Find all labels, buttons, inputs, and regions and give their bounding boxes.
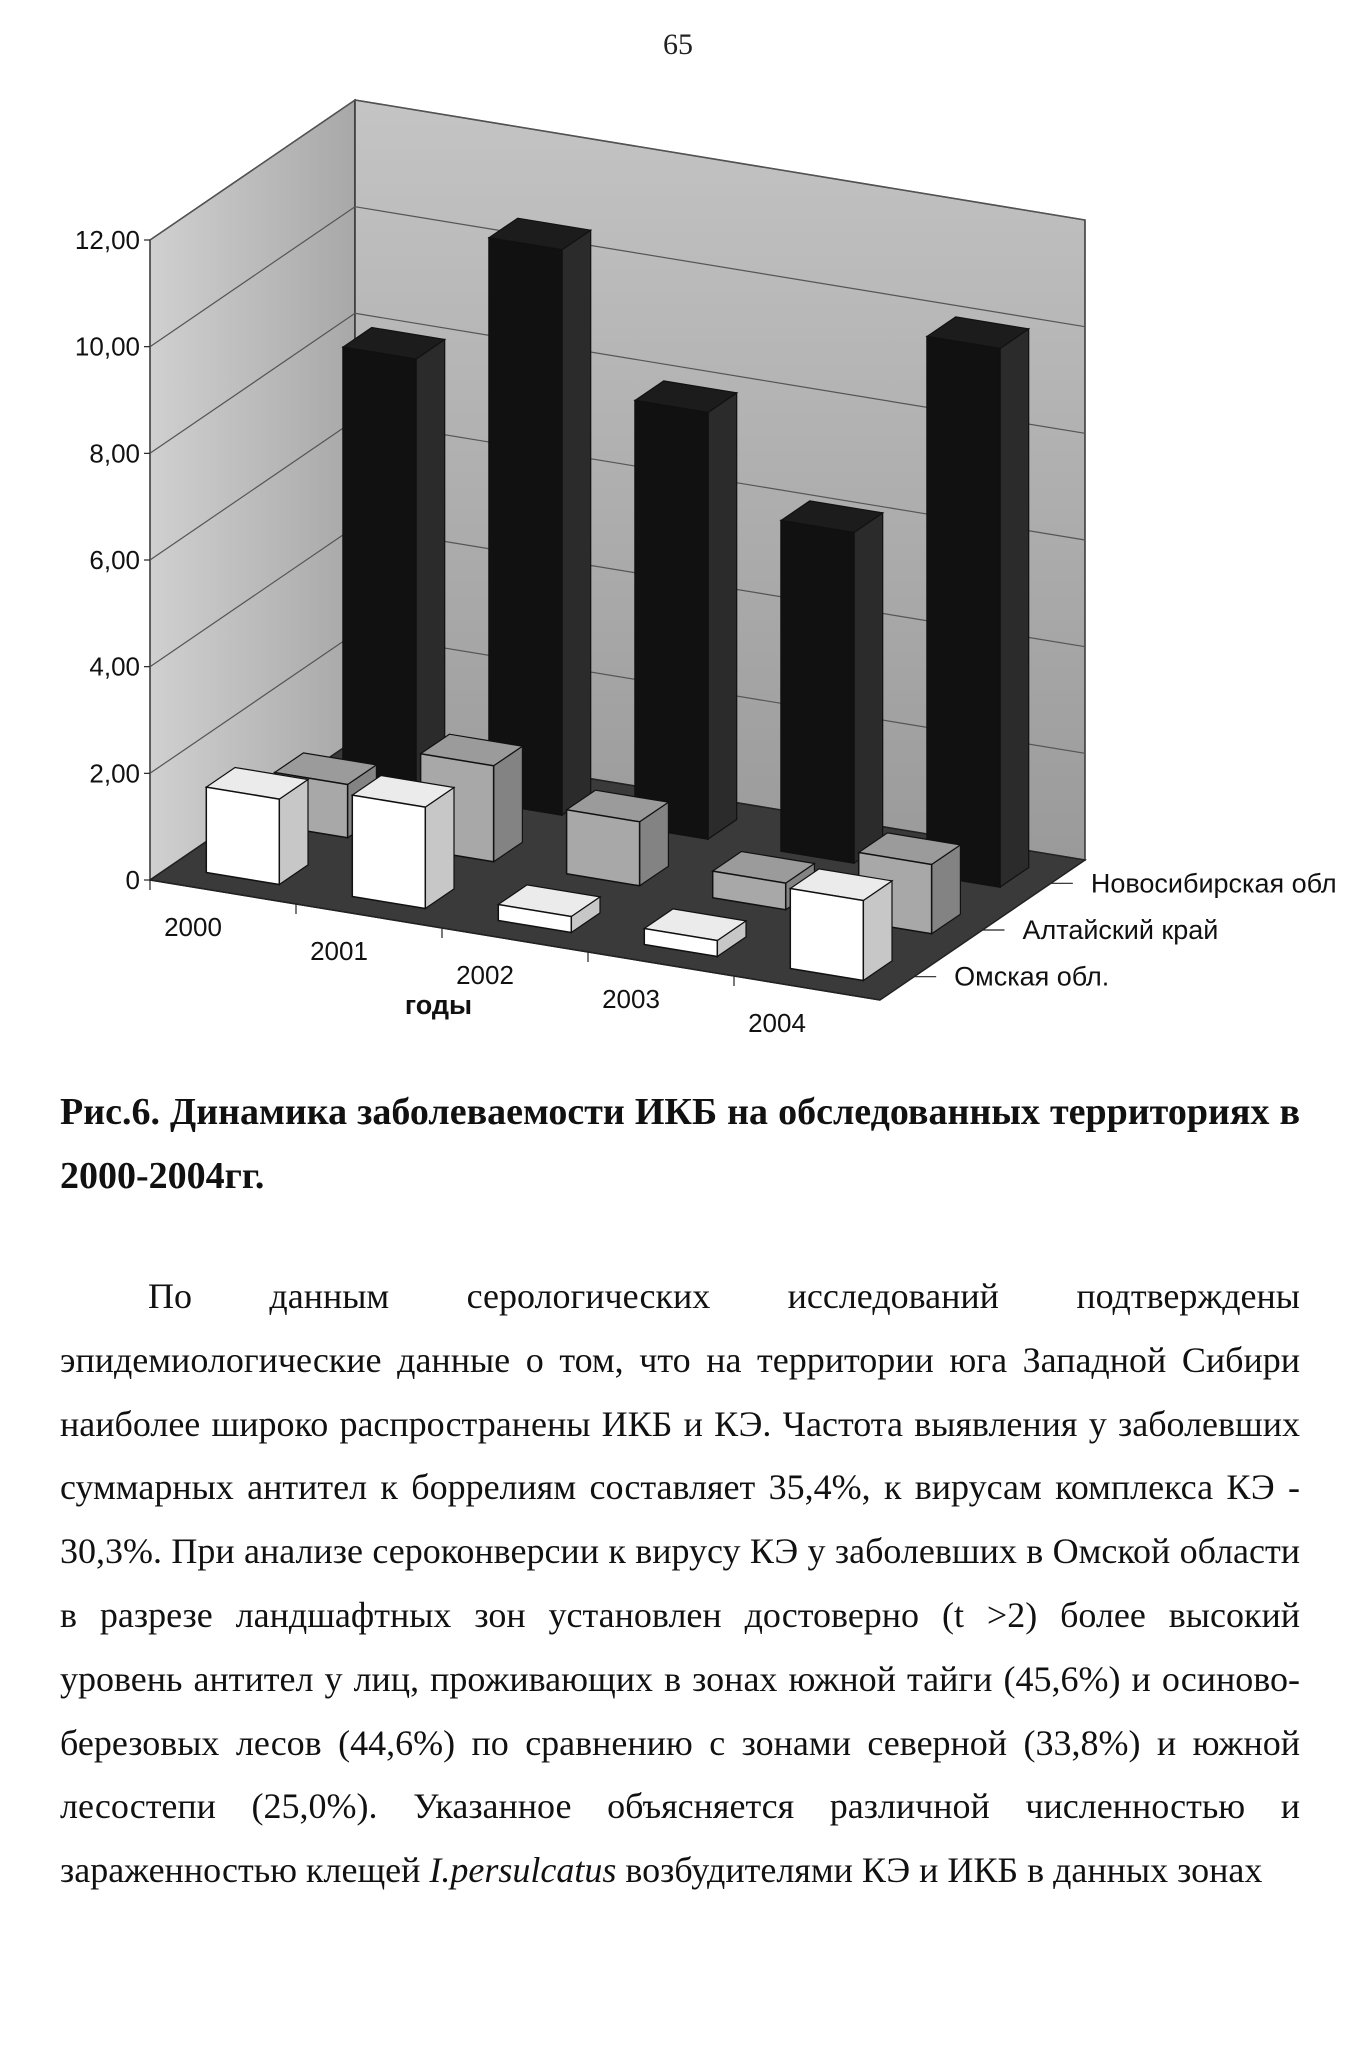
bar-side	[562, 230, 591, 815]
bar-front	[790, 889, 863, 981]
body-paragraph	[60, 1265, 1300, 1903]
x-tick-label: 2003	[602, 984, 660, 1014]
series-label: Алтайский край	[1022, 915, 1219, 945]
y-tick-label: 0	[125, 865, 140, 895]
bar-side	[854, 513, 883, 863]
x-tick-label: 2004	[748, 1008, 806, 1038]
y-tick-label: 2,00	[89, 758, 140, 789]
body-text-part-1: По данным серологических исследований подтверждены эпидемиологические данные о том, что на территории юга Западной Сибири наиболее широко распространены ИКБ и КЭ. Частота выявления у заболевших суммарных антител к боррелиям составляет 35,4%, к вирусам комплекса КЭ - 30,3%. При анализе сероконверсии к вирусу КЭ у заболевших в Омской области в разрезе ландшафтных зон установлен достоверно (t >2) более высокий уровень антител у лиц, проживающих в зонах южной тайги (45,6%) и осиново-березовых лесов (44,6%) по сравнению с зонами северной (33,8%) и южной лесостепи (25,0%). Указанное объясняется различной численностью и зараженностью клещей	[60, 1276, 1300, 1891]
series-label: Новосибирская обл	[1090, 868, 1337, 899]
body-text-part-2: возбудителями КЭ и ИКБ в данных зонах	[616, 1850, 1263, 1891]
bar-омская-обл--2000	[206, 768, 308, 885]
page-number: 65	[663, 28, 693, 61]
species-name: I.persulcatus	[429, 1850, 617, 1891]
figure-caption	[60, 1080, 1300, 1208]
bar-новосибирская-обл-2000	[343, 328, 445, 792]
bar-side	[708, 393, 737, 839]
y-tick-label: 6,00	[89, 545, 140, 575]
bar-front	[352, 795, 425, 908]
bar-алтайский-край-2002	[567, 790, 669, 886]
figure-caption-label: Рис.6.	[60, 1091, 160, 1133]
figure-caption-text: Динамика заболеваемости ИКБ на обследованных территориях в 2000-2004гг.	[60, 1091, 1300, 1197]
y-tick-label: 8,00	[89, 438, 140, 469]
bar-front	[781, 521, 854, 864]
bar-новосибирская-обл-2002	[635, 381, 737, 839]
bar-омская-обл--2004	[790, 869, 892, 981]
bar-новосибирская-обл-2004	[927, 317, 1029, 887]
y-tick-label: 10,00	[74, 331, 140, 362]
bar-side	[416, 340, 445, 792]
bar-side	[425, 788, 454, 909]
x-tick-label: 2001	[310, 936, 368, 966]
bar-front	[343, 347, 416, 791]
y-tick-label: 12,00	[74, 225, 140, 255]
x-axis-title: годы	[404, 990, 473, 1020]
bar-front	[927, 337, 1000, 888]
bar-омская-обл--2001	[352, 776, 454, 909]
bar-front	[206, 787, 279, 884]
bar-front	[489, 238, 562, 815]
bar-front	[635, 401, 708, 840]
bar-новосибирская-обл-2001	[489, 218, 591, 815]
y-tick-label: 4,00	[89, 651, 140, 682]
bar-front	[567, 810, 640, 886]
x-tick-label: 2002	[456, 960, 514, 990]
bar-side	[1000, 329, 1029, 887]
bar-новосибирская-обл-2003	[781, 501, 883, 863]
x-tick-label: 2000	[164, 912, 222, 942]
series-label: Омская обл.	[954, 961, 1110, 992]
